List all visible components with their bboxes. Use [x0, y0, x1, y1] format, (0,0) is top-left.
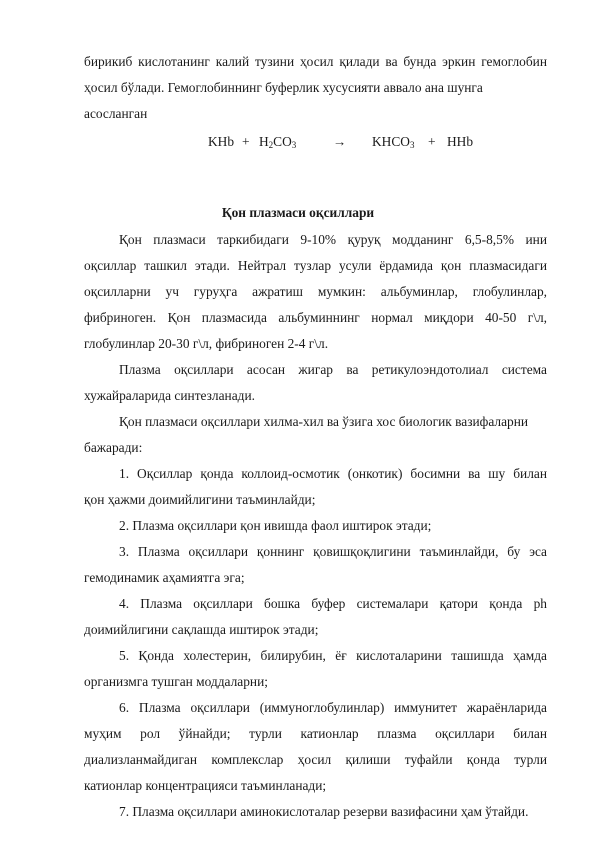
paragraph-line: бажаради:	[84, 440, 143, 455]
equation-h2co3: $H_2CO_3$	[259, 134, 297, 150]
section-heading: Қон плазмаси оқсиллари	[221, 205, 375, 220]
equation-arrow: →	[333, 134, 347, 149]
equation-khco3: $KHCO_3$	[372, 134, 415, 150]
list-item-3-cont: гемодинамик аҳамиятга эга;	[84, 570, 245, 585]
paragraph-line: фибриноген. Қон плазмасида альбуминнинг нормал миқдори 40-50 г\л,	[84, 310, 547, 325]
list-item-2: 2. Плазма оқсиллари қон ивишда фаол иштирок этади;	[119, 518, 432, 533]
paragraph-line: Плазма оқсиллари асосан жигар ва ретикулоэндотолиал система	[119, 362, 547, 377]
list-item-3: 3. Плазма оқсиллари қоннинг қовишқоқлигини таъминлайди, бу эса	[119, 544, 547, 559]
intro-line-1: бирикиб кислотанинг калий тузини ҳосил қилади ва бунда эркин гемоглобин	[84, 54, 547, 69]
list-item-1: 1. Оқсиллар қонда коллоид-осмотик (онкотик) босимни ва шу билан	[119, 466, 547, 481]
intro-line-2: ҳосил бўлади. Гемоглобиннинг буферлик хусусияти аввало ана шунга	[84, 80, 483, 95]
equation-hhb: HHb	[447, 134, 474, 149]
list-item-1-cont: қон ҳажми доимийлигини таъминлайди;	[84, 492, 316, 507]
list-item-7: 7. Плазма оқсиллари аминокислоталар резерви вазифасини ҳам ўтайди.	[119, 804, 529, 819]
paragraph-line: глобулинлар 20-30 г\л, фибриноген 2-4 г\л.	[84, 336, 329, 351]
list-item-6: 6. Плазма оқсиллари (иммуноглобулинлар) иммунитет жараёнларида	[119, 700, 547, 715]
intro-line-3: асосланган	[84, 106, 148, 121]
list-item-4-cont: доимийлигини сақлашда иштирок этади;	[84, 622, 319, 637]
list-item-5: 5. Қонда холестерин, билирубин, ёғ кислоталарини ташишда ҳамда	[119, 648, 547, 663]
list-item-6-cont: диализланмайдиган комплекслар ҳосил қилиши туфайли қонда турли	[84, 752, 547, 767]
paragraph-line: хужайраларида синтезланади.	[84, 388, 255, 403]
paragraph-line: оқсилларни уч гуруҳга ажратиш мумкин: альбуминлар, глобулинлар,	[84, 284, 547, 299]
paragraph-line: оқсиллар ташкил этади. Нейтрал тузлар усули ёрдамида қон плазмасидаги	[84, 258, 547, 273]
equation-plus-1: +	[242, 134, 250, 149]
paragraph-line: Қон плазмаси оқсиллари хилма-хил ва ўзига хос биологик вазифаларни	[119, 414, 529, 429]
list-item-6-cont: муҳим рол ўйнайди; турли катионлар плазма оқсиллари билан	[84, 726, 547, 741]
equation-plus-2: +	[428, 134, 436, 149]
list-item-5-cont: организмга тушган моддаларни;	[84, 674, 268, 689]
paragraph-line: Қон плазмаси таркибидаги 9-10% қуруқ модданинг 6,5-8,5% ини	[119, 232, 547, 247]
equation-khb: KHb	[208, 134, 235, 149]
list-item-6-cont: катионлар концентрацияси таъминланади;	[84, 778, 327, 793]
list-item-4: 4. Плазма оқсиллари бошка буфер системалари қатори қонда ph	[119, 596, 547, 611]
